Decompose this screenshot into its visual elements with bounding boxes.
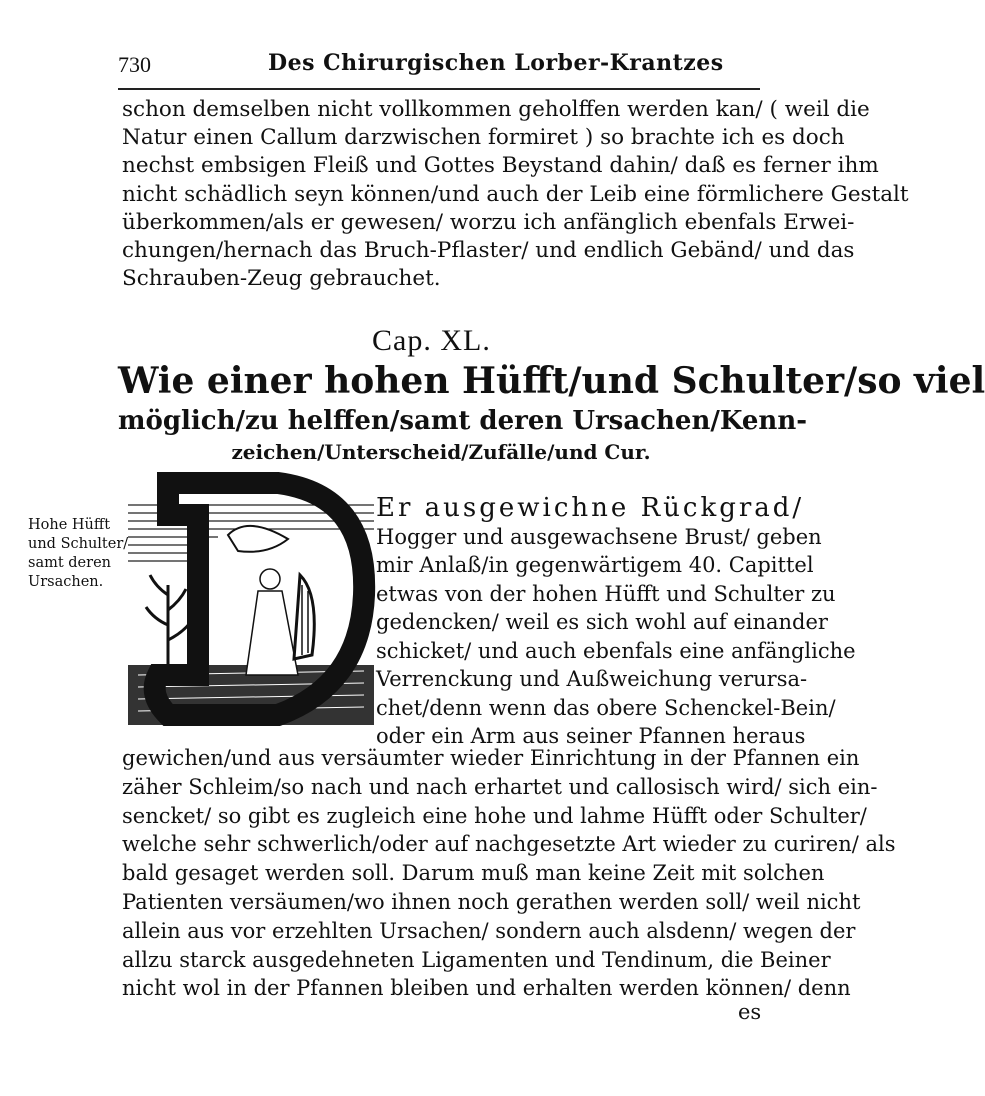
decorated-initial-illustration bbox=[128, 475, 374, 725]
text-line: nicht schädlich seyn können/und auch der Leib eine förmlichere Gestalt bbox=[122, 181, 909, 207]
text-line: etwas von der hohen Hüfft und Schulter zu bbox=[376, 581, 836, 606]
running-head: Des Chirurgischen Lorber-Krantzes bbox=[268, 50, 724, 76]
body-paragraph-full bbox=[122, 744, 896, 1003]
chapter-title-line: Wie einer hohen Hüfft/und Schulter/so viel bbox=[118, 360, 985, 402]
text-line: bald gesaget werden soll. Darum muß man keine Zeit mit solchen bbox=[122, 861, 825, 886]
text-line: mir Anlaß/in gegenwärtigem 40. Capittel bbox=[376, 553, 814, 577]
marginal-note bbox=[28, 516, 132, 592]
text-line: oder ein Arm aus seiner Pfannen heraus bbox=[376, 724, 806, 748]
text-line: zäher Schleim/so nach und nach erhartet und callosisch wird/ sich ein- bbox=[122, 774, 878, 799]
text-line: Schrauben-Zeug gebrauchet. bbox=[122, 266, 441, 292]
chapter-title-line: zeichen/Unterscheid/Zufälle/und Cur. bbox=[231, 440, 651, 464]
chapter-title-line: möglich/zu helffen/samt deren Ursachen/Kenn- bbox=[118, 406, 808, 436]
marginal-note-line: samt deren bbox=[28, 555, 111, 571]
text-line: chungen/hernach das Bruch-Pflaster/ und endlich Gebänd/ und das bbox=[122, 238, 855, 264]
text-line: gedencken/ weil es sich wohl auf einander bbox=[376, 610, 828, 634]
text-line: chet/denn wenn das obere Schenckel-Bein/ bbox=[376, 695, 836, 720]
chapter-number: Cap. XL. bbox=[372, 324, 491, 357]
text-line: allzu starck ausgedehneten Ligamenten und Tendinum, die Beiner bbox=[122, 947, 831, 972]
top-paragraph bbox=[122, 96, 909, 293]
marginal-note-line: Hohe Hüfft bbox=[28, 517, 111, 533]
header-rule bbox=[118, 88, 760, 90]
text-line: sencket/ so gibt es zugleich eine hohe und lahme Hüfft oder Schulter/ bbox=[122, 803, 867, 828]
text-line: nicht wol in der Pfannen bleiben und erhalten werden können/ denn bbox=[122, 976, 851, 1001]
chapter-title bbox=[118, 358, 985, 466]
catchword: es bbox=[738, 1000, 762, 1024]
page-number: 730 bbox=[118, 52, 151, 77]
text-line: welche sehr schwerlich/oder auf nachgesetzte Art wieder zu curiren/ als bbox=[122, 832, 896, 857]
text-line: überkommen/als er gewesen/ worzu ich anfänglich ebenfals Erwei- bbox=[122, 209, 855, 235]
text-line: gewichen/und aus versäumter wieder Einrichtung in der Pfannen ein bbox=[122, 746, 860, 770]
text-line: schon demselben nicht vollkommen geholffen werden kan/ ( weil die bbox=[122, 97, 870, 122]
text-line: Hogger und ausgewachsene Brust/ geben bbox=[376, 524, 822, 549]
text-line: Natur einen Callum darzwischen formiret ) so brachte ich es doch bbox=[122, 125, 845, 151]
text-line: Er ausgewichne Rückgrad/ bbox=[376, 493, 805, 523]
text-line: allein aus vor erzehlten Ursachen/ sondern auch alsdenn/ wegen der bbox=[122, 918, 856, 943]
marginal-note-line: und Schulter/ bbox=[28, 536, 129, 552]
text-line: nechst embsigen Fleiß und Gottes Beystand dahin/ daß es ferner ihm bbox=[122, 153, 879, 179]
body-paragraph-right bbox=[376, 493, 856, 751]
marginal-note-line: Ursachen. bbox=[28, 574, 104, 590]
text-line: Verrenckung und Außweichung verursa- bbox=[376, 667, 808, 691]
text-line: schicket/ und auch ebenfals eine anfängliche bbox=[376, 638, 856, 663]
text-line: Patienten versäumen/wo ihnen noch gerathen werden soll/ weil nicht bbox=[122, 889, 861, 914]
